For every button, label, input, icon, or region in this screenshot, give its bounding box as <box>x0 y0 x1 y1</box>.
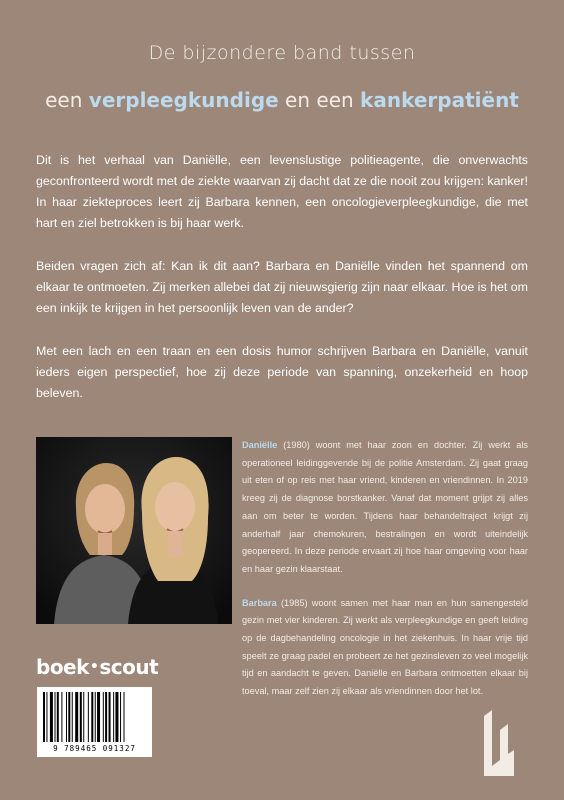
tagline-line-1: De bijzondere band tussen <box>148 42 416 64</box>
authors-photo <box>36 437 232 624</box>
isbn-number: 9 789465 091327 <box>53 744 136 753</box>
isbn-barcode <box>37 687 152 757</box>
tagline-highlight-nurse: verpleegkundige <box>88 88 279 112</box>
back-cover-blurb <box>36 150 528 426</box>
barcode-bars-icon <box>41 692 148 742</box>
tagline-highlight-patient: kankerpatiënt <box>360 88 519 112</box>
publisher-logo-left: boek <box>36 655 89 679</box>
blurb-paragraph-2: Beiden vragen zich af: Kan ik dit aan? Barbara en Daniëlle vinden het spannend om elkaar te ontmoeten. Zij merken allebei dat zij nieuwsgierig zijn naar elkaar. Hoe is het om een inkijk te krijgen in het persoonlijk leven van de ander? <box>36 259 528 315</box>
blurb-paragraph-3: Met een lach en een traan en een dosis humor schrijven Barbara en Daniëlle, vanuit ieders eigen perspectief, hoe zij deze periode van spanning, onzekerheid en hoop beleven. <box>36 344 528 400</box>
bio-barbara <box>242 595 528 701</box>
publisher-logo-dot: • <box>89 659 99 675</box>
publisher-logo-right: scout <box>99 655 159 679</box>
publisher-logo <box>36 655 159 679</box>
authors-photo-illustration <box>36 437 232 624</box>
tagline-pre: een <box>45 88 89 112</box>
bio-danielle-name: Daniëlle <box>242 440 278 450</box>
bio-barbara-name: Barbara <box>242 597 277 608</box>
tagline-line-2 <box>0 88 564 112</box>
bio-danielle <box>242 437 528 579</box>
bio-barbara-text: (1985) woont samen met haar man en hun samengesteld gezin met vier kinderen. Zij werkt als verpleegkundige en geeft leiding op de dagbehandeling oncologie in het ziekenhuis. In haar vrije tijd speelt ze graag padel en probeert ze het gezinsleven zo veel mogelijk tijd en aandacht te geven. Daniëlle en Barbara ontmoetten elkaar bij toeval, maar zelf zien zij elkaar als vriendinnen door het lot. <box>242 597 528 697</box>
blurb-paragraph-1: Dit is het verhaal van Daniëlle, een levenslustige politieagente, die onverwachts geconfronteerd wordt met de ziekte waarvan zij dacht dat ze die nooit zou krijgen: kanker! In haar ziekteproces leert zij Barbara kennen, een oncologieverpleegkundige, die met hart en ziel betrokken is bij haar werk. <box>36 153 528 230</box>
bio-danielle-text: (1980) woont met haar zoon en dochter. Zij werkt als operationeel leidinggevende bij de politie Amsterdam. Zij gaat graag uit eten of op reis met haar vriend, kinderen en vriendinnen. In 2019 kreeg zij de diagnose borstkanker. Vanaf dat moment grijpt zij alles aan om beter te worden. Tijdens haar behandeltraject krijgt zij anderhalf jaar chemokuren, bestralingen en wordt uiteindelijk geopereerd. In deze periode ervaart zij hoe haar omgeving voor haar en haar gezin klaarstaat. <box>242 440 528 574</box>
author-bios <box>242 437 528 717</box>
publisher-emblem-icon <box>478 708 518 778</box>
tagline-mid: en een <box>278 88 361 112</box>
